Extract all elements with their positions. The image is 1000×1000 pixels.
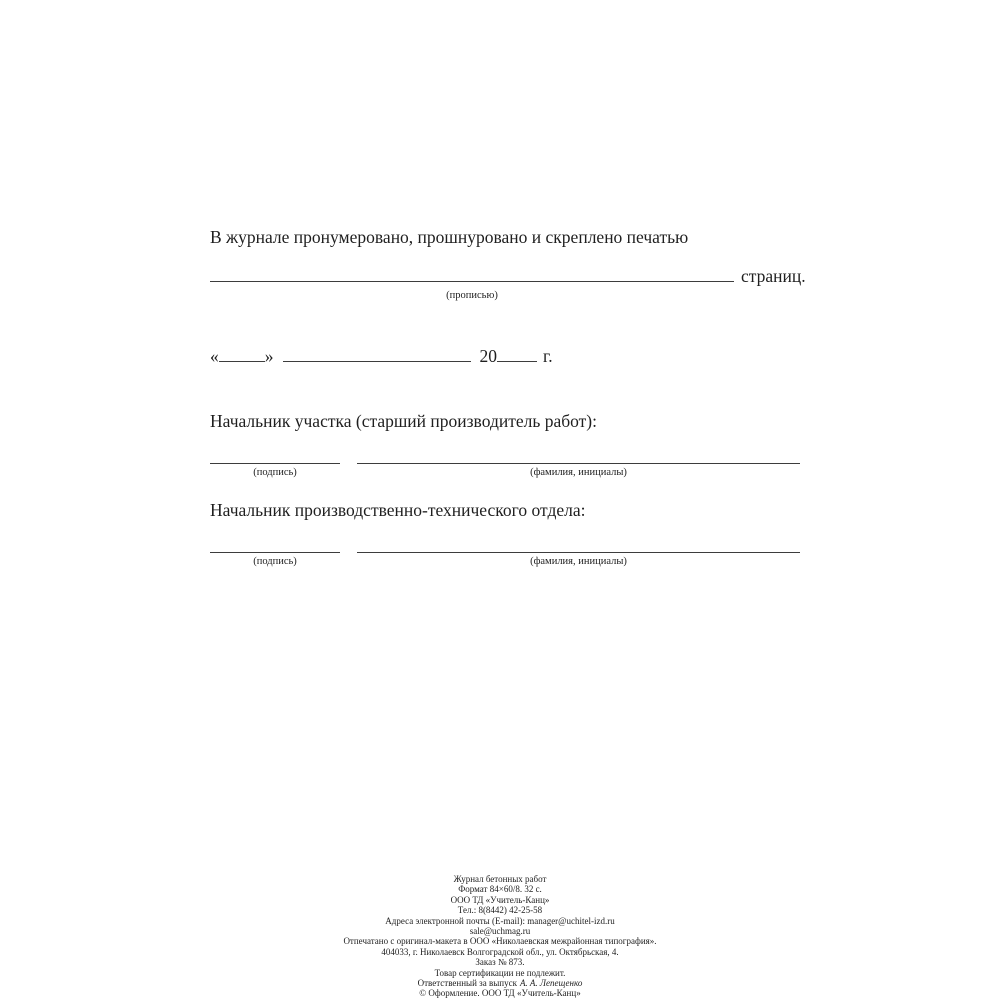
open-quote-mark: « (210, 346, 219, 366)
imprint-block (0, 874, 1000, 999)
imprint-line-order: Заказ № 873. (475, 957, 525, 968)
signature-row-site-manager (210, 448, 800, 464)
signature-row-technical-dept-head (210, 537, 800, 553)
year-prefix: 20 (479, 346, 497, 366)
certification-statement: В журнале пронумеровано, прошнуровано и скреплено печатью (210, 227, 689, 247)
name-blank (357, 537, 800, 553)
imprint-line-certification: Товар сертификации не подлежит. (434, 967, 566, 978)
year-suffix: г. (543, 346, 553, 366)
pages-suffix-label: страниц. (741, 266, 806, 286)
signature-blank (210, 448, 340, 464)
name-hint: (фамилия, инициалы) (530, 467, 627, 478)
imprint-line-copyright: © Оформление. ООО ТД «Учитель-Канц» (419, 988, 581, 999)
close-quote-mark: » (264, 346, 274, 366)
signature-blank (210, 537, 340, 553)
day-blank (219, 361, 265, 362)
date-row (210, 346, 553, 367)
imprint-line-printer-address: 404033, г. Николаевск Волгоградской обл., ул. Октябрьская, 4. (381, 946, 619, 957)
pages-count-row (210, 266, 806, 287)
responsible-name: А. А. Лепещенко (519, 978, 583, 989)
pages-count-blank (210, 281, 734, 282)
name-blank (357, 448, 800, 464)
imprint-line-printer: Отпечатано с оригинал-макета в ООО «Николаевская межрайонная типография». (343, 936, 657, 947)
month-blank (283, 361, 471, 362)
imprint-line-format: Формат 84×60/8. 32 с. (458, 884, 542, 895)
year-blank (497, 361, 537, 362)
responsible-prefix: Ответственный за выпуск (417, 978, 517, 989)
signature-hint: (подпись) (253, 467, 297, 478)
section-title-site-manager: Начальник участка (старший производитель работ): (210, 411, 597, 431)
section-title-technical-dept-head: Начальник производственно-технического отдела: (210, 500, 586, 520)
imprint-line-responsible (0, 978, 1000, 988)
name-hint: (фамилия, инициалы) (530, 556, 627, 567)
in-words-hint: (прописью) (446, 290, 498, 301)
imprint-line-email: Адреса электронной почты (E-mail): manager@uchitel-izd.ru (385, 915, 615, 926)
imprint-line-title: Журнал бетонных работ (453, 874, 547, 884)
signature-hint: (подпись) (253, 556, 297, 567)
imprint-line-email2: sale@uchmag.ru (469, 926, 531, 937)
imprint-line-phone: Тел.: 8(8442) 42-25-58 (457, 905, 543, 916)
signature-labels-site-manager (210, 467, 800, 478)
signature-labels-technical-dept-head (210, 556, 800, 567)
imprint-line-publisher: ООО ТД «Учитель-Канц» (450, 894, 550, 905)
